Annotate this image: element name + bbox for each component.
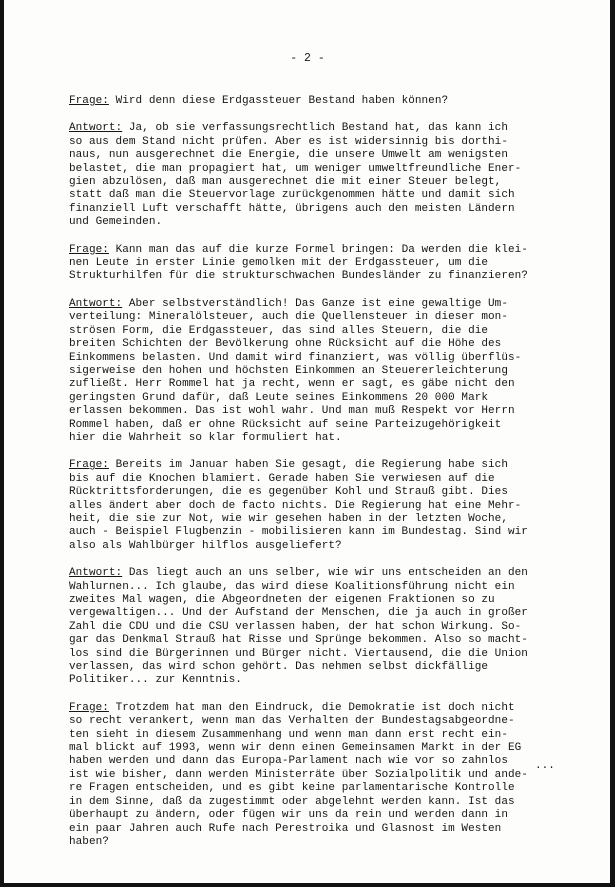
text-line <box>69 567 569 580</box>
text-line: Einkommens belasten. Und damit wird finanziert, was völlig überflüs- <box>69 351 522 364</box>
text-line: los sind die Bürgerinnen und Bürger nicht. Viertausend, die die Union <box>69 647 528 660</box>
question-label: Frage: <box>69 459 109 472</box>
text-line: also als Wahlbürger hilflos ausgeliefert? <box>69 539 342 552</box>
text-line: und Gemeinden. <box>69 216 163 229</box>
text-line: Zahl die CDU und die CSU verlassen haben, der hat schon Wirkung. So- <box>69 620 522 633</box>
question-label: Frage: <box>69 95 109 107</box>
text-line: gar das Denkmal Strauß hat Risse und Sprünge bekommen. Also so macht- <box>69 634 528 647</box>
page-number: - 2 - <box>290 52 325 65</box>
text-line: geringsten Grund dafür, daß Leute seines Einkommens 20 000 Mark <box>69 391 489 404</box>
text-line: überhaupt zu ändern, oder fügen wir uns da rein und werden dann in <box>69 809 508 822</box>
text-line: belastet, die man propagiert hat, um weniger umweltfreundliche Ener- <box>69 162 522 175</box>
text-line: Rücktrittsforderungen, die es gegenüber Kohl und Strauß gibt. Dies <box>69 486 508 499</box>
text-line: hier die Wahrheit so klar formuliert hat. <box>69 431 342 444</box>
text-line <box>69 244 569 257</box>
text-line <box>69 95 569 108</box>
text-line: in dem Sinne, daß da zugestimmt oder abgelehnt werden kann. Ist das <box>69 795 515 808</box>
text-line: ist wie bisher, dann werden Ministerräte über Sozialpolitik und ande- <box>69 768 528 781</box>
text-line <box>69 122 569 135</box>
text-line: mal blickt auf 1993, wenn wir denn einen Gemeinsamen Markt in der EG <box>69 742 522 755</box>
text-line: Politiker... zur Kenntnis. <box>69 674 242 687</box>
text-line: alles ändert aber doch de facto nichts. Die Regierung hat eine Mehr- <box>69 499 522 512</box>
text-line: verteilung: Mineralölsteuer, auch die Quellensteuer in dieser mon- <box>69 311 508 324</box>
text-line: re Fragen entscheiden, und es gibt keine parlamentarische Kontrolle <box>69 782 515 795</box>
text-line: so recht verankert, wenn man das Verhalten der Bundestagsabgeordne- <box>69 715 515 728</box>
text-line <box>69 459 569 472</box>
line-text: Das liegt auch an uns selber, wie wir uns entscheiden an den <box>122 567 528 580</box>
text-line: haben werden und dann das Europa-Parlament nach wie vor so zahnlos <box>69 755 508 768</box>
text-line: Strukturhilfen für die strukturschwachen Bundesländer zu finanzieren? <box>69 270 528 283</box>
text-line: naus, nun ausgerechnet die Energie, die unsere Umwelt am wenigsten <box>69 149 508 162</box>
continuation-marker: ... <box>535 760 555 772</box>
answer-label: Antwort: <box>69 297 123 310</box>
text-line: strösen Form, die Erdgassteuer, das sind alles Steuern, die die <box>69 324 489 337</box>
text-line: sigerweise den hohen und höchsten Einkommen an Steuererleichterung <box>69 364 508 377</box>
text-line: zweites Mal wagen, die Abgeordneten der eigenen Fraktionen so zu <box>69 594 495 606</box>
line-text: Kann man das auf die kurze Formel bringen: Da werden die klei- <box>108 243 528 256</box>
text-line: nen Leute in erster Linie gemolken mit der Erdgassteuer, um die <box>69 257 489 270</box>
text-line: verlassen, das wird schon gehört. Das nehmen selbst dickfällige <box>69 661 489 674</box>
question-paragraph <box>69 702 569 849</box>
text-line: statt daß man die Steuervorlage zurückgenommen hätte und damit sich <box>69 189 515 202</box>
text-line: ten sieht in diesem Zusammenhang und wenn man dann erst recht ein- <box>69 728 508 741</box>
line-text: Bereits im Januar haben Sie gesagt, die Regierung habe sich <box>108 459 508 472</box>
question-label: Frage: <box>69 701 109 714</box>
question-paragraph <box>69 95 569 108</box>
text-line: haben? <box>69 835 109 848</box>
text-line: auch - Beispiel Flugbenzin - mobilisieren kann im Bundestag. Sind wir <box>69 526 528 539</box>
text-line: bis auf die Knochen blamiert. Gerade haben Sie verwiesen auf die <box>69 472 495 485</box>
line-text: Ja, ob sie verfassungsrechtlich Bestand hat, das kann ich <box>122 122 508 135</box>
text-line: heit, die sie zur Not, wie wir gesehen haben in der letzten Woche, <box>69 512 508 525</box>
answer-paragraph <box>69 122 569 229</box>
text-line: Wahlurnen... Ich glaube, das wird diese Koalitionsführung nicht ein <box>69 580 515 593</box>
line-text: Wird denn diese Erdgassteuer Bestand haben können? <box>108 95 449 107</box>
line-text: Trotzdem hat man den Eindruck, die Demokratie ist doch nicht <box>108 701 515 714</box>
text-line: zufließt. Herr Rommel hat ja recht, wenn er sagt, es gäbe nicht den <box>69 378 515 391</box>
text-line: Rommel haben, daß er ohne Rücksicht auf seine Parteizugehörigkeit <box>69 418 502 431</box>
question-paragraph <box>69 244 569 284</box>
text-line: breiten Schichten der Bevölkerung ohne Rücksicht auf die Höhe des <box>69 338 502 351</box>
text-line: so aus dem Stand nicht prüfen. Aber es ist widersinnig bis dorthi- <box>69 135 508 148</box>
interview-transcript <box>69 95 569 863</box>
text-line: gien abzulösen, daß man ausgerechnet die mit einer Steuer belegt, <box>69 176 502 189</box>
answer-label: Antwort: <box>69 122 123 135</box>
line-text: Aber selbstverständlich! Das Ganze ist eine gewaltige Um- <box>122 297 508 310</box>
text-line <box>69 702 569 715</box>
answer-paragraph <box>69 567 569 688</box>
text-line: ein paar Jahren auch Rufe nach Perestroika und Glasnost im Westen <box>69 822 502 835</box>
text-line <box>69 298 569 311</box>
text-line: vergewaltigen... Und der Aufstand der Menschen, die ja auch in großer <box>69 607 528 620</box>
answer-label: Antwort: <box>69 567 123 580</box>
text-line: finanziell Luft verschafft hätte, übrigens auch den meisten Ländern <box>69 202 515 215</box>
answer-paragraph <box>69 298 569 445</box>
text-line: erlassen bekommen. Das ist wohl wahr. Und man muß Respekt vor Herrn <box>69 405 515 418</box>
question-paragraph <box>69 459 569 553</box>
question-label: Frage: <box>69 243 109 256</box>
